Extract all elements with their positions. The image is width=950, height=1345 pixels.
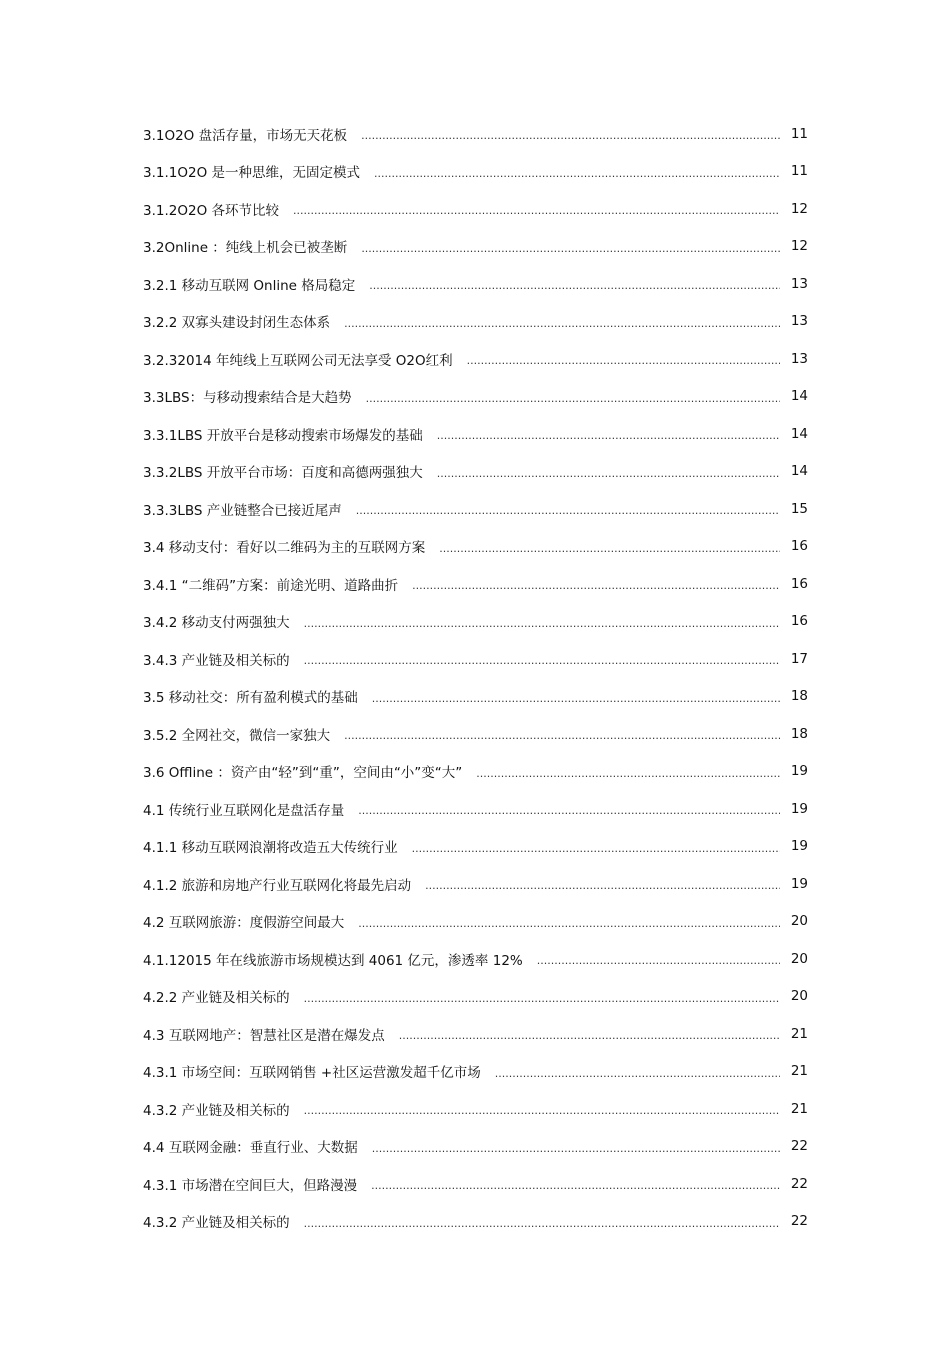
- toc-entry-page-number: 13: [790, 313, 808, 330]
- table-of-contents: [143, 115, 808, 1240]
- dot-leader: [372, 1140, 780, 1156]
- dot-leader: [476, 765, 780, 781]
- toc-entry-page-number: 19: [790, 838, 808, 855]
- dot-leader: [304, 615, 780, 631]
- toc-entry-title: 3.1O2O 盘活存量，市场无天花板: [143, 127, 348, 144]
- dot-leader: [366, 390, 780, 406]
- toc-entry-page-number: 16: [790, 538, 808, 555]
- toc-entry-title: 3.6 Offline ：资产由“轻”到“重”，空间由“小”变“大”: [143, 765, 463, 782]
- toc-entry[interactable]: [143, 865, 808, 903]
- toc-entry-title: 3.1.2O2O 各环节比较: [143, 202, 279, 219]
- toc-entry[interactable]: [143, 603, 808, 641]
- toc-entry-page-number: 21: [790, 1063, 808, 1080]
- toc-entry-title: 3.2Online ：纯线上机会已被垄断: [143, 240, 348, 257]
- toc-entry[interactable]: [143, 565, 808, 603]
- toc-entry-title: 4.2.2 产业链及相关标的: [143, 990, 290, 1007]
- toc-entry[interactable]: [143, 1090, 808, 1128]
- toc-entry[interactable]: [143, 1128, 808, 1166]
- toc-entry-page-number: 18: [790, 725, 808, 742]
- toc-entry-title: 4.3.2 产业链及相关标的: [143, 1102, 290, 1119]
- toc-entry-page-number: 11: [790, 125, 808, 142]
- dot-leader: [369, 277, 780, 293]
- toc-entry[interactable]: [143, 1203, 808, 1241]
- toc-entry-title: 3.4.2 移动支付两强独大: [143, 615, 290, 632]
- toc-entry-title: 4.1.12015 年在线旅游市场规模达到 4061 亿元，渗透率 12%: [143, 952, 523, 969]
- toc-entry[interactable]: [143, 153, 808, 191]
- toc-entry-title: 3.3.3LBS 产业链整合已接近尾声: [143, 502, 342, 519]
- toc-entry[interactable]: [143, 528, 808, 566]
- toc-entry-page-number: 20: [790, 913, 808, 930]
- dot-leader: [372, 690, 780, 706]
- toc-entry-page-number: 19: [790, 800, 808, 817]
- dot-leader: [304, 1215, 780, 1231]
- dot-leader: [293, 202, 780, 218]
- dot-leader: [344, 315, 780, 331]
- toc-entry[interactable]: [143, 228, 808, 266]
- toc-entry-title: 3.2.32014 年纯线上互联网公司无法享受 O2O红利: [143, 352, 453, 369]
- toc-entry-title: 4.1.1 移动互联网浪潮将改造五大传统行业: [143, 840, 398, 857]
- dot-leader: [358, 802, 780, 818]
- toc-entry-page-number: 17: [790, 650, 808, 667]
- dot-leader: [437, 465, 780, 481]
- toc-entry-title: 3.5 移动社交：所有盈利模式的基础: [143, 690, 358, 707]
- toc-entry-title: 3.1.1O2O 是一种思维，无固定模式: [143, 165, 360, 182]
- toc-entry-page-number: 12: [790, 200, 808, 217]
- toc-entry-title: 4.4 互联网金融：垂直行业、大数据: [143, 1140, 358, 1157]
- dot-leader: [437, 427, 780, 443]
- toc-entry-page-number: 18: [790, 688, 808, 705]
- toc-entry-page-number: 20: [790, 950, 808, 967]
- toc-entry-page-number: 12: [790, 238, 808, 255]
- toc-entry-title: 4.1 传统行业互联网化是盘活存量: [143, 802, 345, 819]
- dot-leader: [412, 840, 780, 856]
- toc-entry[interactable]: [143, 115, 808, 153]
- toc-entry-title: 4.3.2 产业链及相关标的: [143, 1215, 290, 1232]
- toc-entry[interactable]: [143, 340, 808, 378]
- toc-entry[interactable]: [143, 940, 808, 978]
- toc-entry[interactable]: [143, 1015, 808, 1053]
- dot-leader: [537, 952, 780, 968]
- dot-leader: [361, 127, 780, 143]
- toc-entry-page-number: 15: [790, 500, 808, 517]
- dot-leader: [356, 502, 780, 518]
- toc-entry[interactable]: [143, 490, 808, 528]
- dot-leader: [467, 352, 780, 368]
- toc-entry-page-number: 19: [790, 875, 808, 892]
- toc-entry[interactable]: [143, 453, 808, 491]
- toc-entry[interactable]: [143, 190, 808, 228]
- toc-entry-title: 3.4.1 “二维码”方案：前途光明、道路曲折: [143, 577, 399, 594]
- toc-entry-page-number: 14: [790, 425, 808, 442]
- toc-entry-title: 4.3 互联网地产：智慧社区是潜在爆发点: [143, 1027, 385, 1044]
- dot-leader: [358, 915, 780, 931]
- dot-leader: [361, 240, 780, 256]
- dot-leader: [344, 727, 780, 743]
- toc-entry-title: 3.3LBS：与移动搜索结合是大趋势: [143, 390, 352, 407]
- toc-entry[interactable]: [143, 903, 808, 941]
- dot-leader: [304, 1102, 780, 1118]
- toc-entry[interactable]: [143, 753, 808, 791]
- toc-entry[interactable]: [143, 1053, 808, 1091]
- toc-entry[interactable]: [143, 828, 808, 866]
- dot-leader: [374, 165, 780, 181]
- toc-entry[interactable]: [143, 678, 808, 716]
- dot-leader: [425, 877, 780, 893]
- toc-entry-title: 3.2.1 移动互联网 Online 格局稳定: [143, 277, 356, 294]
- dot-leader: [412, 577, 780, 593]
- toc-entry-page-number: 21: [790, 1100, 808, 1117]
- toc-entry-page-number: 20: [790, 988, 808, 1005]
- toc-entry[interactable]: [143, 1165, 808, 1203]
- toc-entry-title: 4.3.1 市场潜在空间巨大，但路漫漫: [143, 1177, 358, 1194]
- dot-leader: [399, 1027, 780, 1043]
- toc-entry-title: 4.2 互联网旅游：度假游空间最大: [143, 915, 345, 932]
- toc-entry[interactable]: [143, 790, 808, 828]
- toc-entry-title: 3.4 移动支付：看好以二维码为主的互联网方案: [143, 540, 426, 557]
- toc-entry-title: 3.2.2 双寡头建设封闭生态体系: [143, 315, 331, 332]
- toc-entry-title: 3.3.1LBS 开放平台是移动搜索市场爆发的基础: [143, 427, 423, 444]
- dot-leader: [495, 1065, 780, 1081]
- toc-entry-page-number: 14: [790, 388, 808, 405]
- toc-entry[interactable]: [143, 303, 808, 341]
- dot-leader: [439, 540, 780, 556]
- toc-entry-page-number: 11: [790, 163, 808, 180]
- dot-leader: [304, 990, 780, 1006]
- toc-entry-page-number: 21: [790, 1025, 808, 1042]
- toc-entry-page-number: 22: [790, 1138, 808, 1155]
- toc-entry-title: 4.3.1 市场空间：互联网销售 +社区运营激发超千亿市场: [143, 1065, 481, 1082]
- toc-entry[interactable]: [143, 715, 808, 753]
- toc-entry-title: 3.4.3 产业链及相关标的: [143, 652, 290, 669]
- toc-entry-page-number: 22: [790, 1175, 808, 1192]
- toc-entry-page-number: 13: [790, 350, 808, 367]
- toc-entry-page-number: 14: [790, 463, 808, 480]
- toc-entry-page-number: 22: [790, 1213, 808, 1230]
- toc-entry[interactable]: [143, 378, 808, 416]
- toc-entry-page-number: 13: [790, 275, 808, 292]
- toc-entry[interactable]: [143, 978, 808, 1016]
- toc-entry[interactable]: [143, 640, 808, 678]
- toc-entry-title: 3.3.2LBS 开放平台市场：百度和高德两强独大: [143, 465, 423, 482]
- toc-entry-page-number: 16: [790, 613, 808, 630]
- toc-entry[interactable]: [143, 265, 808, 303]
- toc-entry-page-number: 16: [790, 575, 808, 592]
- toc-entry-title: 4.1.2 旅游和房地产行业互联网化将最先启动: [143, 877, 412, 894]
- toc-entry-title: 3.5.2 全网社交，微信一家独大: [143, 727, 331, 744]
- toc-entry-page-number: 19: [790, 763, 808, 780]
- toc-entry[interactable]: [143, 415, 808, 453]
- dot-leader: [304, 652, 780, 668]
- dot-leader: [371, 1177, 780, 1193]
